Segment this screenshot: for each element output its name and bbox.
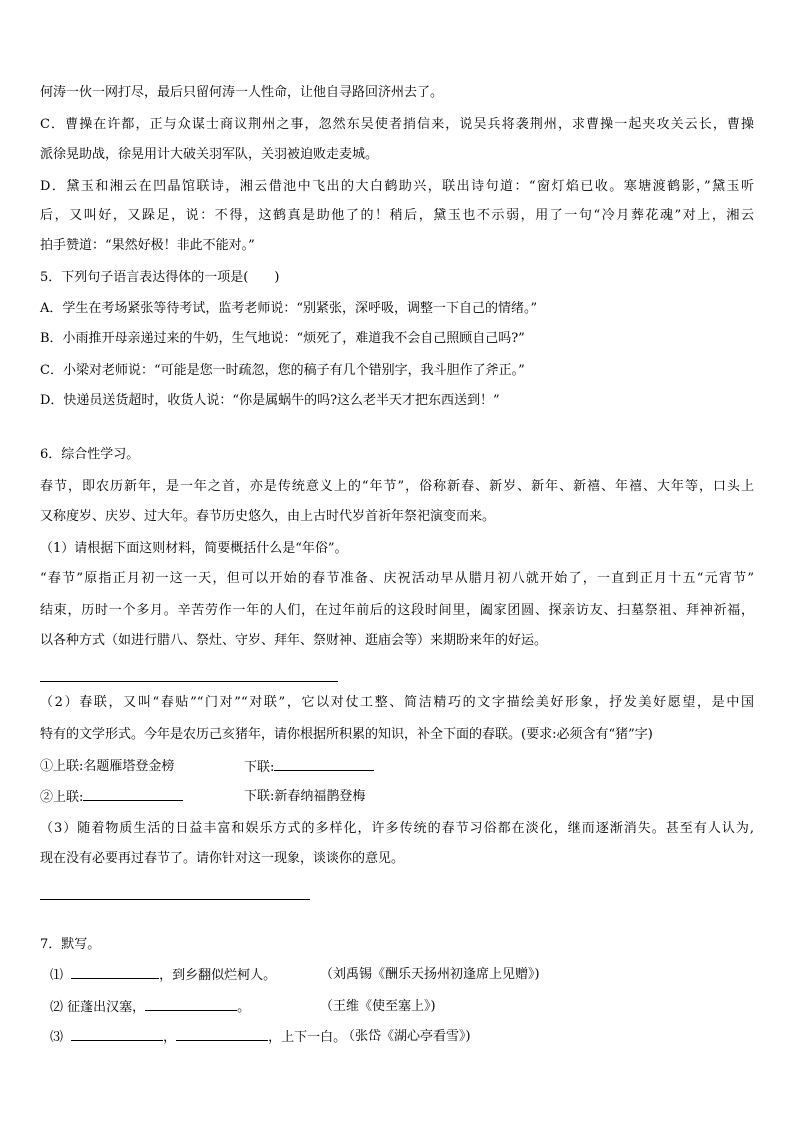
answer-line-sub-1[interactable] (40, 681, 338, 682)
dictation-3-text: ，上下一白。 (268, 1030, 347, 1045)
question-6-sub-1: （1）请根据下面这则材料，简要概括什么是“年俗”。 (40, 541, 348, 556)
dictation-2-text: ⑵ 征蓬出汉塞， (50, 1000, 146, 1015)
couplet-1-lower-label: 下联: (244, 760, 275, 775)
dictation-2-source: （王维《使至塞上》) (320, 999, 436, 1014)
dictation-3-blank-1[interactable] (71, 1028, 163, 1041)
couplet-2-upper (40, 788, 183, 807)
question-5-stem: 5．下列句子语言表达得体的一项是( ) (40, 270, 280, 285)
question-5-option-c: C．小梁对老师说：“可能是您一时疏忽，您的稿子有几个错别字，我斗胆作了斧正。” (40, 363, 525, 378)
question-7-stem: 7．默写。 (40, 937, 101, 952)
couplet-2-lower: 下联:新春纳福鹊登梅 (244, 789, 366, 804)
couplet-2-upper-label: ②上联: (40, 790, 84, 805)
option-c-line-2: 派徐晃助战，徐晃用计大破关羽军队，关羽被迫败走麦城。 (40, 147, 379, 162)
dictation-3-comma: ， (163, 1030, 177, 1045)
question-6-intro-line-2: 又称度岁、庆岁、过大年。春节历史悠久，由上古时代岁首祈年祭祀演变而来。 (40, 509, 496, 524)
option-d-line-2: 后，又叫好，又跺足，说：不得，这鹤真是助他了的！稍后，黛玉也不示弱，用了一句“冷月葬花魂”对上，湘云 (40, 208, 754, 223)
material-line-3: 以各种方式（如进行腊八、祭灶、守岁、拜年、祭财神、逛庙会等）来期盼来年的好运。 (40, 633, 548, 648)
dictation-3-source: （张岱《湖心亭看雪》) (342, 1029, 471, 1044)
dictation-2-period: 。 (237, 1000, 251, 1015)
question-6-sub-3-line-2: 现在没有必要再过春节了。请你针对这一现象，谈谈你的意见。 (40, 851, 405, 866)
option-c-line-1: C．曹操在许都，正与众谋士商议荆州之事，忽然东吴使者捎信来，说吴兵将袭荆州，求曹操一起夹攻关云长，曹操 (40, 117, 754, 132)
question-6-sub-2-line-1: （2）春联，又叫“春贴”“门对”“对联”，它以对仗工整、简洁精巧的文字描绘美好形象，抒发美好愿望，是中国 (40, 695, 754, 710)
answer-line-sub-3[interactable] (40, 899, 310, 900)
question-6-intro-line-1: 春节，即农历新年，是一年之首，亦是传统意义上的“年节”，俗称新春、新岁、新年、新禧、年禧、大年等，口头上 (40, 479, 754, 494)
couplet-1-upper: ①上联:名题雁塔登金榜 (40, 759, 175, 774)
question-5-option-b: B．小雨推开母亲递过来的牛奶，生气地说：“烦死了，难道我不会自己照顾自己吗?” (40, 331, 525, 346)
dictation-1-text: ，到乡翻似烂柯人。 (159, 968, 277, 983)
dictation-1-number: ⑴ (50, 968, 64, 983)
couplet-1-lower-blank[interactable] (274, 758, 374, 771)
dictation-2-blank[interactable] (145, 998, 237, 1011)
dictation-1 (50, 966, 276, 985)
question-5-option-a: A．学生在考场紧张等待考试，监考老师说：“别紧张，深呼吸，调整一下自己的情绪。” (40, 301, 538, 316)
dictation-3-number: ⑶ (50, 1030, 64, 1045)
couplet-2-upper-blank[interactable] (83, 788, 183, 801)
material-line-2: 结束，历时一个多月。辛苦劳作一年的人们，在过年前后的这段时间里，阖家团圆、探亲访友、扫墓祭祖、拜神祈福， (40, 603, 754, 618)
question-6-sub-3-line-1: （3）随着物质生活的日益丰富和娱乐方式的多样化，许多传统的春节习俗都在淡化，继而逐渐消失。甚至有人认为, (40, 821, 754, 836)
dictation-3-blank-2[interactable] (176, 1028, 268, 1041)
question-5-option-d: D．快递员送货超时，收货人说：“你是属蜗牛的吗?这么老半天才把东西送到！” (40, 393, 500, 408)
material-line-1: “春节”原指正月初一这一天，但可以开始的春节准备、庆祝活动早从腊月初八就开始了，一直到正月十五“元宵节” (40, 571, 754, 586)
dictation-2 (50, 998, 250, 1017)
option-d-line-3: 拍手赞道：“果然好极！非此不能对。” (40, 238, 255, 253)
dictation-3 (50, 1028, 346, 1047)
option-b-continued: 何涛一伙一网打尽，最后只留何涛一人性命，让他自寻路回济州去了。 (40, 85, 444, 100)
dictation-1-source: （刘禹锡《酬乐天扬州初逢席上见赠》) (320, 967, 540, 982)
couplet-1-lower (244, 758, 374, 777)
question-6-sub-2-line-2: 特有的文学形式。今年是农历己亥猪年，请你根据所积累的知识，补全下面的春联。(要求:必须含有“猪”字) (40, 727, 653, 742)
option-d-line-1: D．黛玉和湘云在凹晶馆联诗，湘云借池中飞出的大白鹤助兴，联出诗句道：“窗灯焰已收。寒塘渡鹤影，”黛玉听 (40, 179, 754, 194)
dictation-1-blank[interactable] (71, 966, 159, 979)
question-6-stem: 6．综合性学习。 (40, 447, 140, 462)
